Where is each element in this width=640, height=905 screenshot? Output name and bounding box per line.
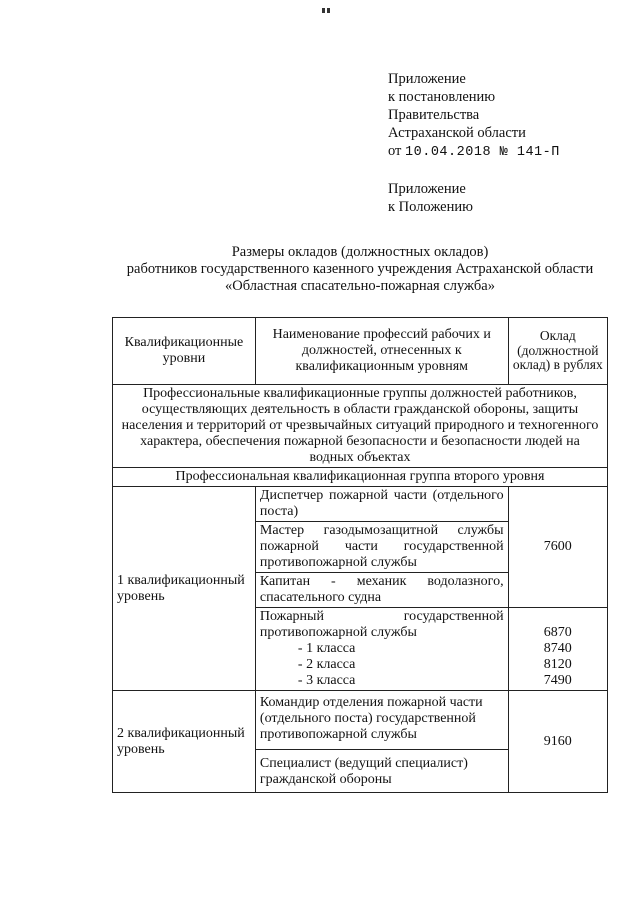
title-line: «Областная спасательно-пожарная служба» (225, 278, 495, 294)
title-line: Размеры окладов (должностных окладов) (231, 244, 489, 260)
table-row (113, 691, 608, 750)
position-cell: Командир отделения пожарной части (отдельного поста) государственной противопожарной службы (255, 691, 508, 750)
appendix-line: Астраханской области (388, 125, 526, 141)
salary-value: 7490 (543, 673, 572, 688)
firefighter-cell (255, 608, 508, 691)
appendix-line: к постановлению (388, 89, 496, 105)
level1-name: 1 квалификационный уровень (113, 487, 256, 691)
appendix-line: Правительства (388, 107, 480, 123)
table-row (113, 487, 608, 522)
salary-cell: 7600 (508, 487, 607, 608)
grade-label: - 1 класса (297, 641, 356, 656)
header-levels: Квалификационные уровни (113, 318, 256, 385)
document-title (100, 244, 620, 295)
appendix-block (388, 70, 560, 216)
position-cell: Специалист (ведущий специалист) гражданской обороны (255, 750, 508, 793)
salary-table (112, 317, 608, 793)
level2-name: 2 квалификационный уровень (113, 691, 256, 793)
date-value: 10.04.2018 № 141-П (405, 145, 560, 160)
group-title: Профессиональные квалификационные группы должностей работников, осуществляющих деятельность в области гражданской обороны, защиты населения и территорий от чрезвычайных ситуаций природного и техногенного характера, обеспечения пожарной безопасности и безопасности людей на водных объектах (113, 385, 608, 468)
appendix-line: к Положению (388, 199, 473, 215)
position-cell: Мастер газодымозащитной службы пожарной части государственной противопожарной службы (255, 522, 508, 573)
title-line: работников государственного казенного учреждения Астраханской области (126, 261, 594, 277)
salary-cell: 9160 (508, 691, 607, 793)
position-cell: Капитан - механик водолазного, спасательного судна (255, 573, 508, 608)
appendix-date (388, 142, 560, 162)
subgroup-title: Профессиональная квалификационная группа второго уровня (113, 468, 608, 487)
salary-value: 6870 (543, 625, 572, 640)
table-header-row (113, 318, 608, 385)
appendix-line: Приложение (388, 71, 466, 87)
grade-label: - 3 класса (297, 673, 356, 688)
subgroup-title-row (113, 468, 608, 487)
position-cell: Диспетчер пожарной части (отдельного поста) (255, 487, 508, 522)
header-salary: Оклад (должностной оклад) в рублях (508, 318, 607, 385)
group-title-row (113, 385, 608, 468)
scan-mark (322, 0, 336, 5)
appendix-line: Приложение (388, 181, 466, 197)
firefighter-title: Пожарный государственной противопожарной службы (259, 609, 504, 640)
header-positions: Наименование профессий рабочих и должностей, отнесенных к квалификационным уровням (255, 318, 508, 385)
grade-label: - 2 класса (297, 657, 356, 672)
salary-value: 8120 (543, 657, 572, 672)
date-prefix: от (388, 143, 402, 159)
salary-value: 8740 (543, 641, 572, 656)
firefighter-salaries (508, 608, 607, 691)
